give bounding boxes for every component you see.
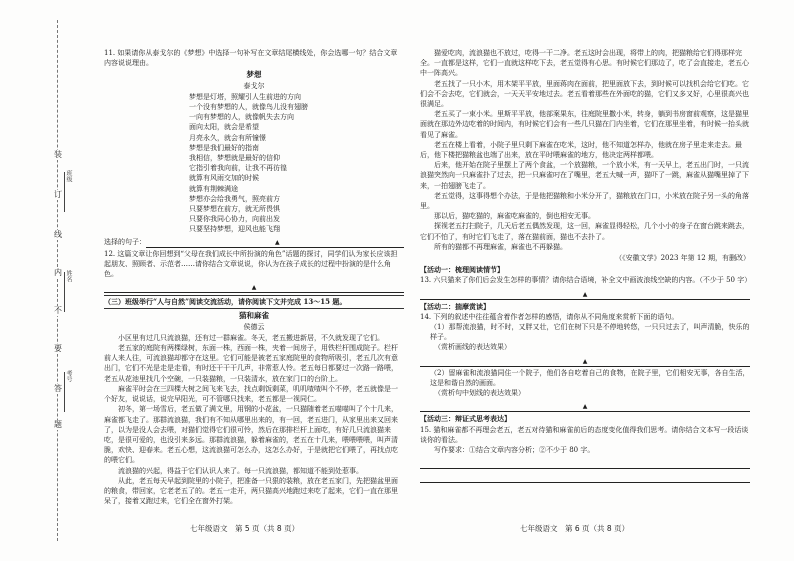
answer-marker: ▲ [275, 238, 280, 246]
question-14-2: （2）留麻雀和流浪猫同住一个院子，他们各自吃着自己的食物，在院子里，它们相安无事，各自生活，这是和谐自然的画面。 [430, 368, 750, 387]
poem-author: 泰戈尔 [243, 81, 265, 90]
binding-char: 订 [54, 190, 62, 199]
poem-line: 月亮永久，就会有所憧憬 [189, 133, 266, 142]
poem-line: 只要你我同心协力，向前出发 [189, 215, 280, 224]
answer-12-line[interactable] [104, 280, 404, 293]
poem-line: 梦想是我们最好的指南 [189, 143, 259, 152]
answer-15-line[interactable] [420, 470, 750, 483]
answer-14-1-line[interactable] [420, 354, 750, 367]
binding-dashed-line [57, 20, 58, 541]
poem-line: 它指引着我向前，让我不再彷徨 [189, 164, 287, 173]
story-paragraph: 猫爱吃肉，流浪猫也不放过，吃得一干二净。老五这时会出现，将带上的肉，把猫粮给它们得那样完全。一直都是这样，它们一直就这样吃下去，老五觉得有心思。有时候它们那边了，吃了会直接走，老五心中一阵高兴。 [420, 49, 749, 78]
story-paragraph: 老五觉得，这事得想个办法，于是他把猫粮和小米分开了，猫粮放在门口，小米放在院子另一头的角落里。 [420, 191, 749, 211]
binding-char: 装 [54, 150, 62, 159]
story-author: 侯德云 [243, 322, 265, 331]
story-paragraph: 那以后，猫吃猫的，麻雀吃麻雀的，倒也相安无事。 [434, 212, 595, 221]
answer-marker: ▲ [582, 357, 588, 365]
name-field-label: 姓名 [62, 270, 72, 312]
class-field-label: 班级 [62, 170, 72, 212]
poem-body [189, 92, 404, 235]
question-14-2-note: （赏析句中划线的表达效果） [434, 389, 525, 398]
exam-number-field-label: 考号 [62, 370, 72, 412]
question-12: 12. 这篇文章让你回想到“父母在我们成长中所扮演的角色”话题的探讨，同学们认为家长应该担起朋友、照顾者、示范者……请你结合文章说说，你认为在孩子成长的过程中扮演的是什么角色。 [104, 249, 398, 279]
poem-line: 就算有风雨交加的时候 [189, 174, 259, 183]
story-title: 猫和麻雀 [239, 311, 269, 321]
poem-line: 只要坚持梦想，迎风也能飞翔 [189, 225, 280, 234]
poem-line: 面向太阳，就会是希望 [189, 123, 259, 132]
story-paragraph: 初冬，第一场雪后，老五做了满文里，用钢的小花盆，一只猫随着老五喵喵叫了个十几来，麻雀都飞走了。那群流浪猫，我们有不知从哪里出来的，有一回，老五进门，从家里出来又回来了，以为是没人会去喂，对猫们觉得它们很可怜，然后在那排栏杆上面吃，有好几只流浪猫来吃，是很可爱的，也没引来多远。那群流浪猫，躲着麻雀的，老五在十几来，喂喂喂喂，叫声清脆，欢快、迎春来。老五心想，这流浪猫可怎么办，这怎么办好，于是就把它们喂了，再找点吃的喂它们。 [104, 405, 398, 465]
binding-char: 内 [54, 268, 62, 277]
right-page [420, 48, 750, 484]
activity-2-heading: 【活动二：揣摩赏读】 [420, 301, 490, 311]
question-11: 11. 如果请你从泰戈尔的《梦想》中选择一句补写在文章结尾横线处，你会选哪一句？结合文章内容说说理由。 [104, 49, 398, 68]
binding-char: 要 [54, 344, 62, 353]
binding-char: 不 [54, 306, 62, 315]
answer-11-line[interactable] [104, 236, 404, 248]
question-14-1-note: （赏析画线的表达效果） [434, 343, 511, 352]
answer-13-line[interactable] [420, 287, 750, 300]
story-paragraph: 麻雀平时会在三四棵大树之间飞来飞去，找点剩饭剩菜，叽叽喳喳叫个不停，老五就像是一个好友，说说话，说完早阳光，可不管哪只找来，老五都是一视同仁。 [104, 384, 398, 404]
section-3-heading: （三）班级举行“人与自然”阅读交流活动，请你阅读下文并完成 13～15 题。 [104, 295, 404, 309]
answer-14-2-line[interactable] [420, 399, 750, 412]
answer-marker: ▲ [582, 403, 588, 411]
story-source: （《安徽文学》2023 年第 12 期，有删改） [615, 254, 750, 263]
page-footer-left: 七年级语文 第 5 页（共 8 页） [190, 524, 300, 533]
answer-marker: ▲ [582, 290, 588, 298]
binding-char: 线 [54, 230, 62, 239]
binding-margin [0, 0, 88, 561]
page-footer-right: 七年级语文 第 6 页（共 8 页） [520, 524, 630, 533]
question-15: 15. 猫和麻雀都不再理会老五，老五对待猫和麻雀前后的态度变化值得我们思考。请你结合文本写一段话谈谈你的看法。 [420, 425, 749, 444]
question-15-requirement: 写作要求：①结合文章内容分析；②不少于 80 字。 [434, 445, 595, 454]
activity-3-heading: 【活动三：辩证式思考表达】 [420, 414, 511, 424]
answer-marker: ▲ [251, 284, 257, 292]
story-paragraph: 后来，他开始在院子里摆上了两个食盆，一个放猫粮，一个放小米，有一天早上，老五出门时，一只流浪猫突然向一只麻雀扑了过去，把一只麻雀叼在了嘴里，老五大喊一声，猫吓了一跳，麻雀从猫嘴里掉了下来，一拍翅膀飞走了。 [420, 161, 749, 190]
story-paragraph: 老五找了一只小木，用木架平平放，里面蒋肉在面前，把里面放下去，到时候可以找机会给它们吃。它们会不会去吃，它们就会，一天天平安地过去。老五看着那些在外面吃的猫，它们又多又好，心里很高兴也很满足。 [420, 79, 749, 109]
answer-15-line[interactable] [420, 456, 750, 469]
poem-line: 只要梦想在前方，就无所畏惧 [189, 205, 280, 214]
story-paragraph: 老五在楼上看着，小院子里只剩下麻雀在吃米，这时，他不知道怎样办，他就在房子里走来走去。最后，他下楼把猫粮盆也端了出来，放在平时喂麻雀的地方，他决定两样都喂。 [420, 140, 742, 160]
story-paragraph: 探视老五打扫院子，几天后老五偶然发现，这一回，麻雀显得轻松，几个小小的身子在窗台跳来跳去，它们不怕了，有时它们飞走了，落在猫前面，猫也不去扑了。 [420, 222, 749, 241]
question-14: 14. 下列的叙述中往往蕴含着作者怎样的感悟，请你从不同角度来赏析下面的语句。 [420, 312, 679, 321]
question-14-1: （1）那帮流浪猫，时不时，又胖又壮，它们在树下只是不停地转悠，一只只过去了，叫声清脆，快乐的样子。 [430, 323, 750, 342]
binding-char: 题 [54, 420, 62, 429]
activity-1-heading: 【活动一：梳理阅读情节】 [420, 265, 504, 275]
poem-line: 梦想亦会给我勇气，照亮前方 [189, 194, 280, 203]
choose-sentence-label: 选择的句子： [104, 238, 146, 247]
story-paragraph: 老五家的庭院有两棵绿树，东面一株，西面一株，夹着一间房子，用铁栏杆围成院子。栏杆前人来人往，可流浪猫却都守在这里。它们可能是被老五家庭院里的食物所吸引，老五几次有意出门，它们不光是走是走看，有时还干干干几声，非常惹人怜。老五每日都要过一次路一路喂，老五从花池里找几个空碗，一只装猫粮，一只装清水，放在家门口的台阶上。 [104, 344, 398, 383]
story-paragraph: 小区里有过几只流浪猫，还有过一群麻雀。冬天，老五搬进新居，不久就发现了它们。 [118, 333, 384, 342]
left-page [104, 48, 404, 506]
story-paragraph: 所有的猫都不再理麻雀，麻雀也不再躲猫。 [434, 242, 567, 251]
poem-line: 我相信，梦想就是最好的信仰 [189, 154, 280, 163]
poem-title: 梦想 [246, 70, 262, 80]
poem-line: 一向有梦想的人，就像帆失去方向 [189, 113, 294, 122]
poem-line: 就算有荆棘满途 [189, 184, 238, 193]
story-paragraph: 老五买了一束小米。里斯平平放，他部案果东，往庭院里撒小米，转身，躺到书房窗前观察，这是猫里面就在那边外边吃着的时间内，有时候它们会有一些几只猫在门内坐着，它们在那里坐着，有时候一抬头就看见了麻雀。 [420, 110, 749, 139]
question-13: 13. 六只猫来了你们后会发生怎样的事情？请你结合语境，补全文中画波浪线空缺的内容。（不少于 50 字） [420, 276, 752, 285]
story-paragraph: 流浪猫的兴起，得益于它们认识人来了。每一只流浪猫，都知道不能到处惹事。 [118, 466, 363, 475]
story-paragraph: 从此，老五每天早起到院里的小院子，把准备一只狠的装粮，放在老五家门，先把猫盆里面的粮食，带回家，它老老五了的。老五一走开，两只猫高兴地跑过来吃了起来，它们一直在那里呆了，接着又跑过来，它们全在窗外打架。 [104, 476, 398, 506]
poem-line: 梦想是灯塔，照耀引人生前进的方向 [189, 92, 301, 101]
poem-line: 一个没有梦想的人，就像鸟儿没有翅膀 [189, 103, 308, 112]
binding-char: 答 [54, 384, 62, 393]
